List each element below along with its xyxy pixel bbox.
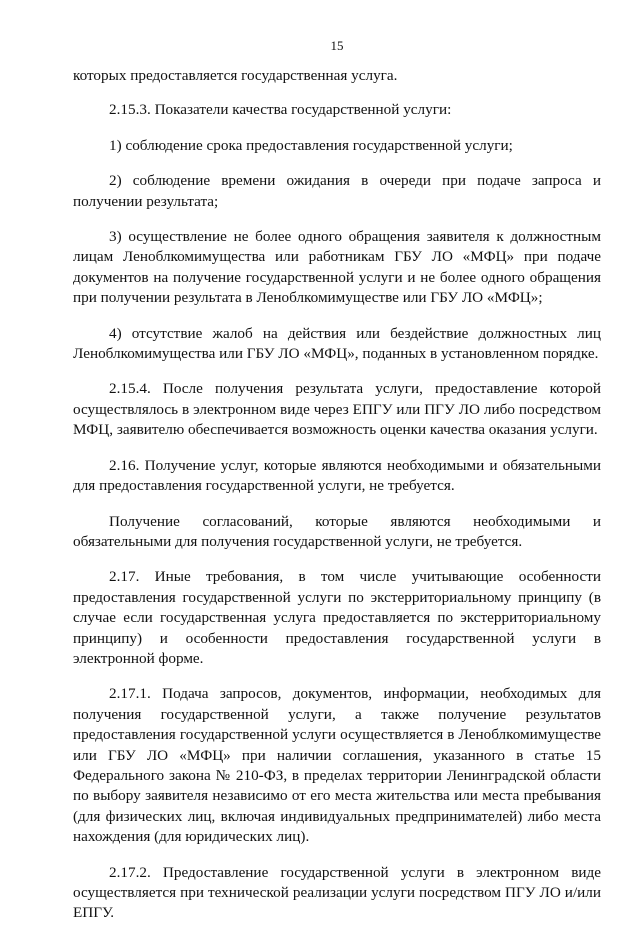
paragraph-item-1: 1) соблюдение срока предоставления государственной услуги; [109,136,513,154]
paragraph-continuation: которых предоставляется государственная услуга. [73,67,398,84]
paragraph-item-2: 2) соблюдение времени ожидания в очереди при подаче запроса и получении результата; [73,172,601,210]
document-body [73,66,601,939]
paragraph-2-17-2: 2.17.2. Предоставление государственной услуги в электронном виде осуществляется при технической реализации услуги посредством ПГУ ЛО и/или ЕПГУ. [73,863,601,922]
paragraph-2-16: 2.16. Получение услуг, которые являются необходимыми и обязательными для предоставления государственной услуги, не требуется. [73,456,601,495]
page-number: 15 [330,38,344,53]
paragraph-2-17-1: 2.17.1. Подача запросов, документов, информации, необходимых для получения государственной услуги, а также получение результатов предоставления государственной услуги осуществляется в Леноблкомимуществе или ГБУ ЛО «МФЦ» при наличии соглашения, указанного в статье 15 Федерального закона № 210-ФЗ, в пределах территории Ленинградской области по выбору заявителя независимо от его места жительства или места пребывания (для физических лиц, включая индивидуальных предпринимателей) либо места нахождения (для юридических лиц). [73,685,601,846]
paragraph-item-4: 4) отсутствие жалоб на действия или бездействие должностных лиц Леноблкомимущества или ГБУ ЛО «МФЦ», поданных в установленном порядке. [73,324,601,363]
paragraph-2-17: 2.17. Иные требования, в том числе учитывающие особенности предоставления государственной услуги по экстерриториальному принципу (в случае если государственная услуга предоставляется по экстерриториальному принципу) и особенности предоставления государственной услуги в электронной форме. [73,568,601,667]
paragraph-2-15-4: 2.15.4. После получения результата услуги, предоставление которой осуществлялось в электронном виде через ЕПГУ или ПГУ ЛО либо посредством МФЦ, заявителю обеспечивается возможность оценки качества оказания услуги. [73,380,601,439]
paragraph-2-15-3: 2.15.3. Показатели качества государственной услуги: [109,101,452,119]
paragraph-item-3: 3) осуществление не более одного обращения заявителя к должностным лицам Леноблкомимущества или работникам ГБУ ЛО «МФЦ» при подаче документов на получение государственной услуги и не более одного обращения при получении результата в Леноблкомимуществе или ГБУ ЛО «МФЦ»; [73,228,601,307]
paragraph-approvals: Получение согласований, которые являются необходимыми и обязательными для получения государственной услуги, не требуется. [73,512,601,550]
